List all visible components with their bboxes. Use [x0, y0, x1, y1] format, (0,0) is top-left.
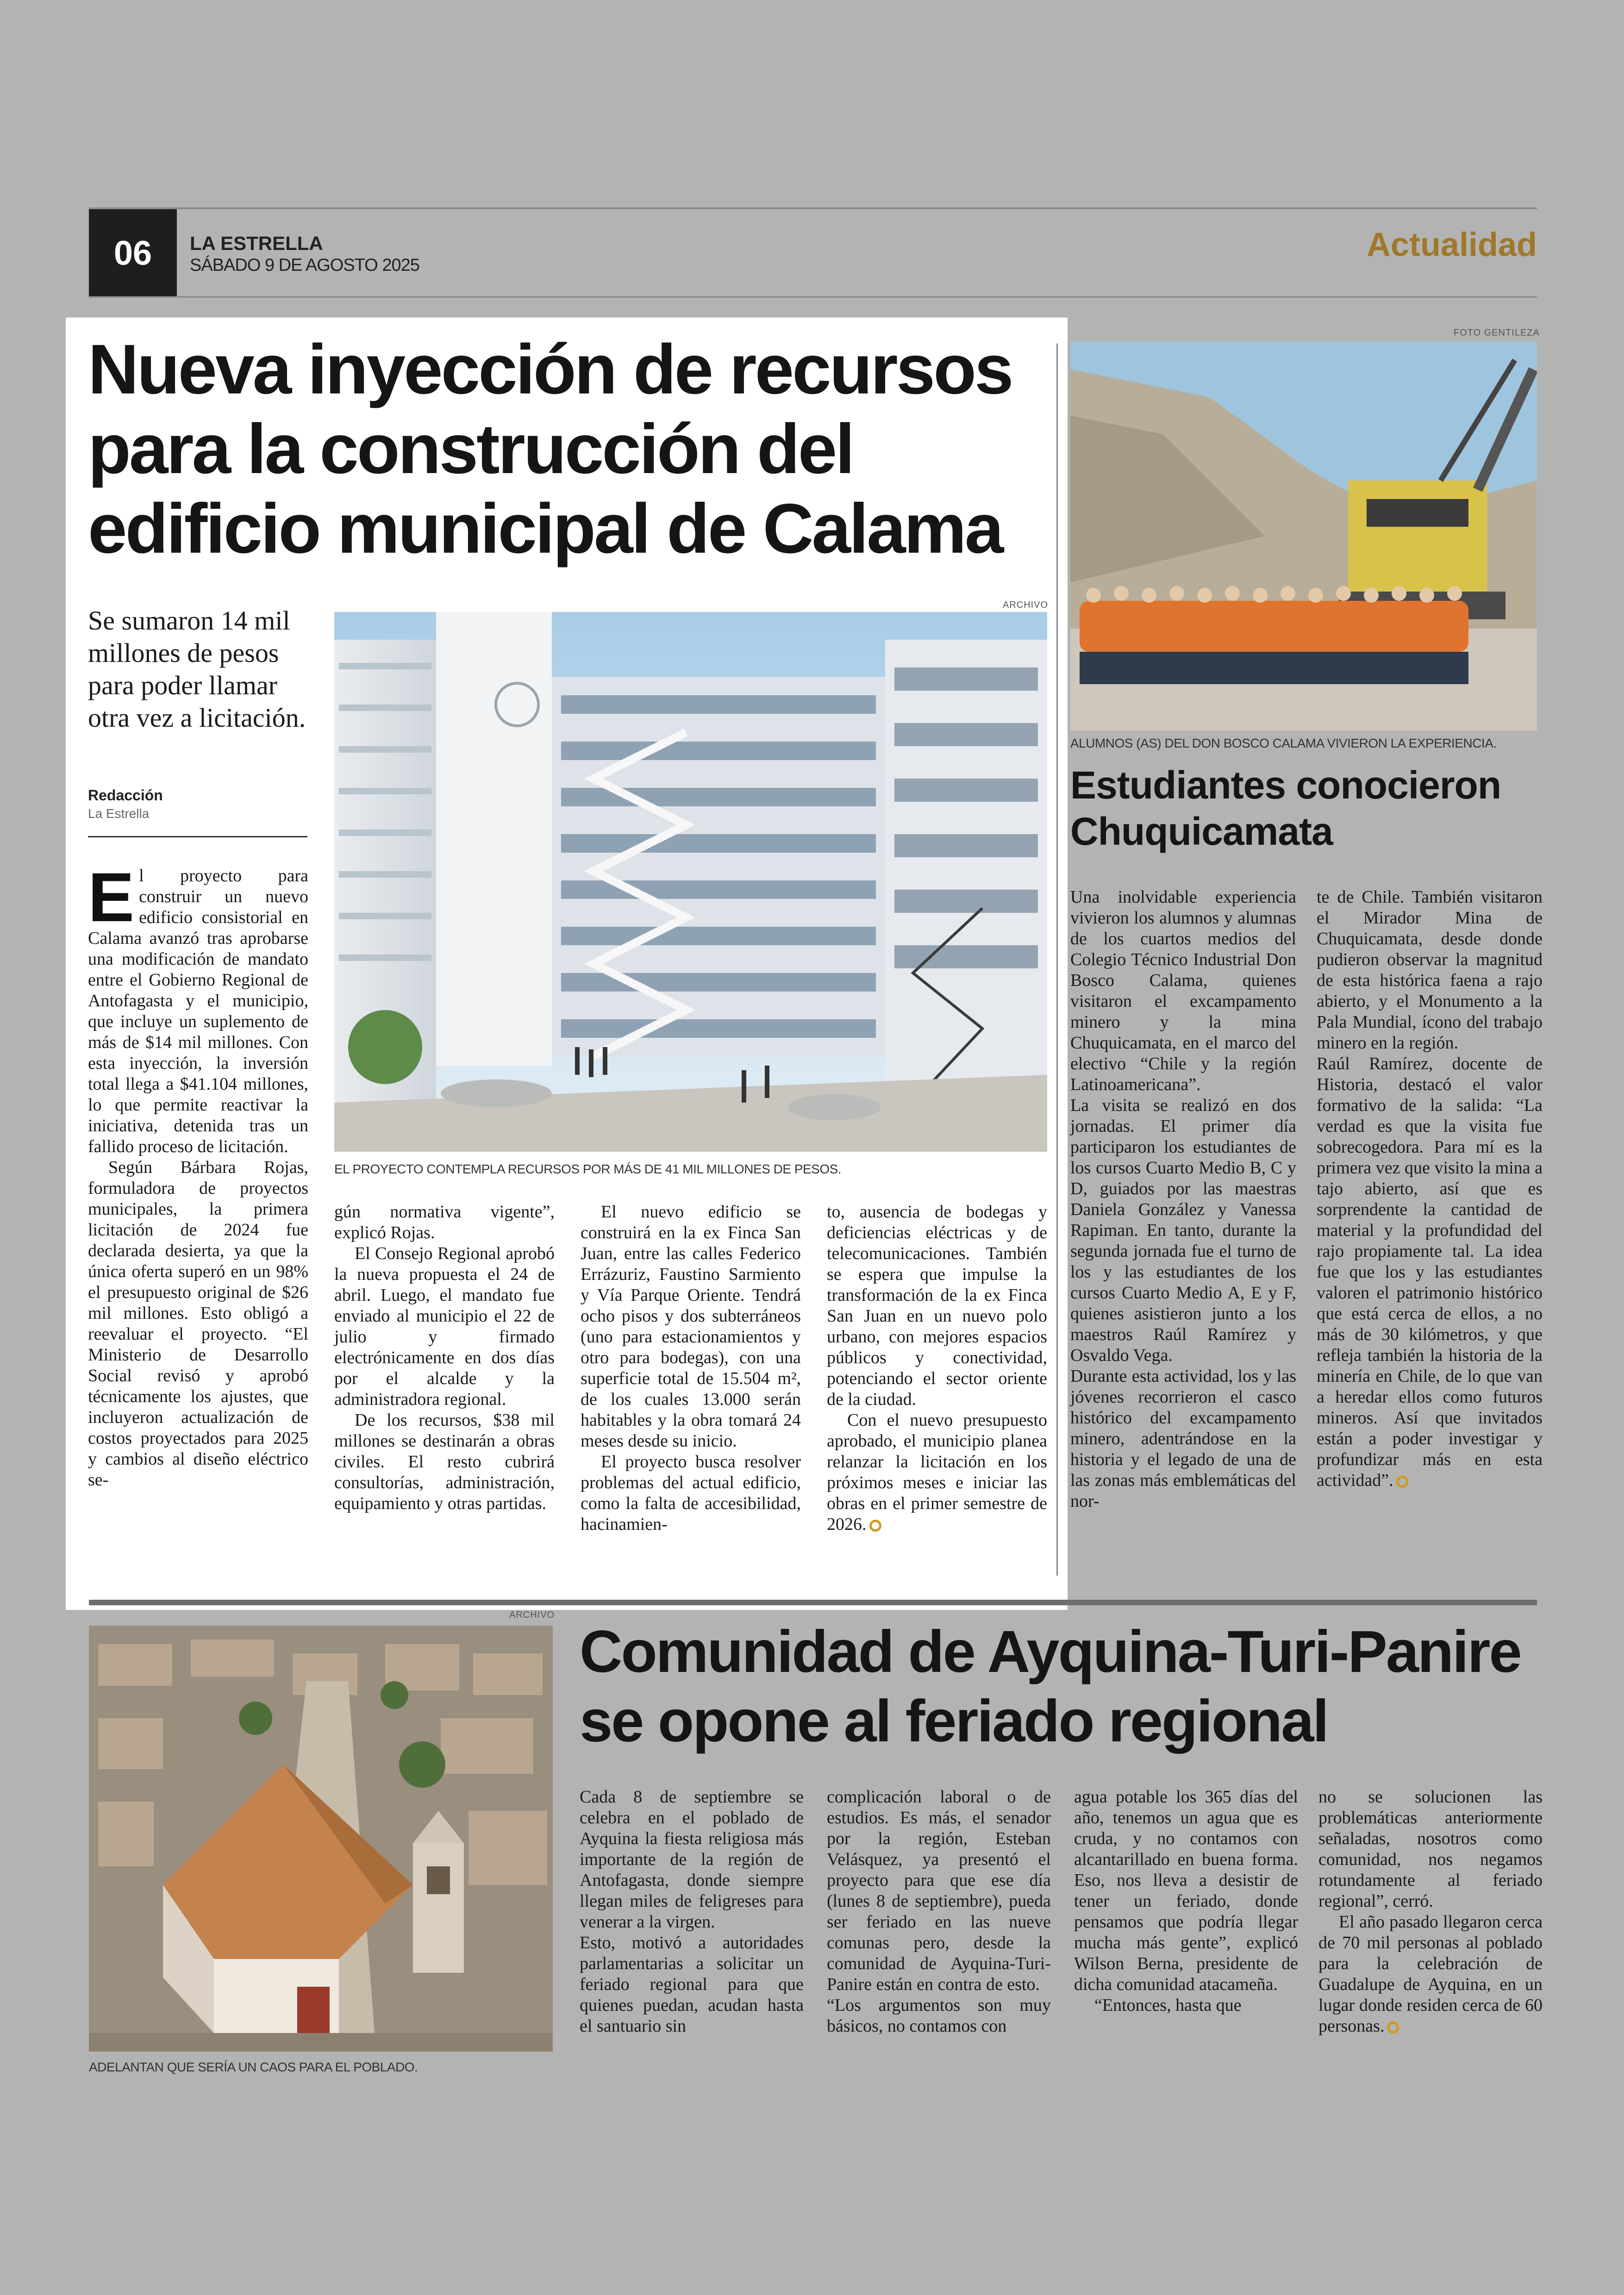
page-number: 06	[89, 209, 177, 296]
main-article-col-3: El nuevo edificio se construirá en la ex Finca San Juan, entre las calles Federico Errázuriz, Faustino Sarmiento y Vía Parque Oriente. Tendrá ocho pisos y dos subterráneos (uno para estacionamientos y otro para bodegas), con una superficie total de 15.504 m², de los cuales 13.000 serán habitables y la obra tomará 24 meses desde su inicio. El proyecto busca resolver problemas del actual edificio, como la falta de accesibilidad, hacinamien-	[581, 1202, 801, 1534]
side-article-col-2: te de Chile. También visitaron el Mirador Mina de Chuquicamata, desde donde pudieron observar la magnitud de esta histórica faena a rajo abierto, y el Monumento a la Pala Mundial, ícono del trabajo minero en la región. Raúl Ramírez, docente de Historia, destacó el valor formativo de la salida: “La verdad es que la visita fue sobrecogedora. Para mí es la primera vez que visito la mina a tajo abierto, así que es sorprendente la cantidad de material y la profundidad del rajo propiamente tal. La idea fue que los y las estudiantes valoren el patrimonio histórico que está cerca de ellos, a no más de 30 kilómetros, y que refleja también la historia de la minería en Chile, de lo que van a heredar ellos como futuros mineros. Así que invitados están a poder investigar y profundizar más en esta actividad”.	[1317, 887, 1543, 1490]
paper-date: SÁBADO 9 DE AGOSTO 2025	[190, 256, 419, 275]
paper-name: LA ESTRELLA	[190, 232, 323, 254]
ayquina-village-photo	[89, 1626, 553, 2052]
bottom-article-col-2: complicación laboral o de estudios. Es más, el senador por la región, Esteban Velásquez, ya presentó el proyecto para que ese día (lunes 8 de septiembre), pueda ser feriado en las nueve comunas pero, desde la comunidad de Ayquina-Turi-Panire están en contra de esto. “Los argumentos son muy básicos, no contamos con	[827, 1787, 1051, 2036]
byline-outlet: La Estrella	[88, 806, 150, 821]
bottom-article-rule	[89, 1600, 1537, 1605]
end-mark-icon	[1387, 2021, 1399, 2033]
column-divider	[1056, 343, 1058, 1576]
main-photo-caption: EL PROYECTO CONTEMPLA RECURSOS POR MÁS DE 41 MIL MILLONES DE PESOS.	[334, 1162, 842, 1176]
header-rule	[89, 296, 1537, 298]
mine-students-photo	[1070, 342, 1537, 730]
main-photo-credit: ARCHIVO	[1003, 600, 1049, 610]
lead-rule	[88, 836, 307, 837]
main-article-col-2: gún normativa vigente”, explicó Rojas. El Consejo Regional aprobó la nueva propuesta el 24 de abril. Luego, el mandato fue enviado al municipio el 22 de julio y firmado electrónicamente en dos días por el alcalde y la administradora regional. De los recursos, $38 mil millones se destinarán a obras civiles. El resto cubrirá consultorías, administración, equipamiento y otras partidas.	[334, 1202, 555, 1513]
bottom-article-title: Comunidad de Ayquina-Turi-Panire se opone al feriado regional	[580, 1619, 1521, 1754]
bottom-article-col-4: no se solucionen las problemáticas anteriormente señaladas, nosotros como comunidad, nos negamos rotundamente al feriado regional”, cerró. El año pasado llegaron cerca de 70 mil personas al poblado para la celebración de Guadalupe de Ayquina, en un lugar donde residen cerca de 60 personas.	[1318, 1787, 1543, 2036]
end-mark-icon	[1396, 1476, 1408, 1488]
byline: Redacción	[88, 787, 163, 804]
building-render-image	[334, 612, 1047, 1152]
bottom-article-col-3: agua potable los 365 días del año, tenemos un agua que es cruda, y no contamos con alcantarillado en buena forma. Eso, nos lleva a desistir de tener un feriado, donde pensamos que podría llegar mucha más gente”, explicó Wilson Berna, presidente de dicha comunidad atacameña. “Entonces, hasta que	[1074, 1787, 1298, 2015]
bottom-photo-credit: ARCHIVO	[509, 1610, 555, 1620]
main-article-title: Nueva inyección de recursos para la construcción del edificio municipal de Calama	[88, 330, 1012, 568]
main-article-col-1: El proyecto para construir un nuevo edificio consistorial en Calama avanzó tras aprobarse una modificación de mandato entre el Gobierno Regional de Antofagasta y el municipio, que incluye un suplemento de más de $14 mil millones. Con esta inyección, la inversión total llega a $41.104 millones, lo que permite reactivar la iniciativa, detenida tras un fallido proceso de licitación. Según Bárbara Rojas, formuladora de proyectos municipales, la primera licitación de 2024 fue declarada desierta, ya que la única oferta superó en un 98% el presupuesto original de $26 mil millones. Esto obligó a reevaluar el proyecto. “El Ministerio de Desarrollo Social revisó y aprobó técnicamente los ajustes, que incluyeron actualización de costos proyectados para 2025 y cambios al diseño eléctrico se-	[88, 858, 308, 1490]
main-article-lead: Se sumaron 14 mil millones de pesos para poder llamar otra vez a licitación.	[88, 605, 306, 733]
section-label: Actualidad	[1366, 226, 1537, 263]
dropcap: E	[88, 858, 135, 936]
bottom-photo-caption: ADELANTAN QUE SERÍA UN CAOS PARA EL POBLADO.	[89, 2060, 418, 2074]
top-rule	[89, 207, 1537, 209]
bottom-article-col-1: Cada 8 de septiembre se celebra en el poblado de Ayquina la fiesta religiosa más importante de la región de Antofagasta, donde siempre llegan miles de feligreses para venerar a la virgen. Esto, motivó a autoridades parlamentarias a solicitar un feriado regional para que quienes puedan, acudan hasta el santuario sin	[580, 1787, 804, 2036]
side-article-title: Estudiantes conocieron Chuquicamata	[1070, 763, 1501, 853]
side-photo-credit: FOTO GENTILEZA	[1454, 328, 1540, 338]
main-article-col-4: to, ausencia de bodegas y deficiencias eléctricas y de telecomunicaciones. También se espera que impulse la transformación de la ex Finca San Juan en un nuevo polo urbano, con mejores espacios públicos y conectividad, potenciando el sector oriente de la ciudad. Con el nuevo presupuesto aprobado, el municipio planea relanzar la licitación en los próximos meses e iniciar las obras en el primer semestre de 2026.	[827, 1202, 1047, 1534]
side-photo-caption: ALUMNOS (AS) DEL DON BOSCO CALAMA VIVIERON LA EXPERIENCIA.	[1070, 736, 1497, 750]
side-article-col-1: Una inolvidable experiencia vivieron los alumnos y alumnas de los cuartos medios del Colegio Técnico Industrial Don Bosco Calama, quienes visitaron el excampamento minero y la mina Chuquicamata, en el marco del electivo “Chile y la región Latinoamericana”. La visita se realizó en dos jornadas. El primer día participaron los estudiantes de los cursos Cuarto Medio B, C y D, guiados por las maestras Daniela González y Vanessa Rapiman. En tanto, durante la segunda jornada fue el turno de los y las estudiantes de los cursos Cuarto Medio A, E y F, quienes asistieron junto a los maestros Raúl Ramírez y Osvaldo Vega. Durante esta actividad, los y las jóvenes recorrieron el casco histórico del excampamento minero, adentrándose en la historia y el legado de una de las zonas más emblemáticas del nor-	[1070, 887, 1296, 1511]
end-mark-icon	[869, 1520, 881, 1532]
